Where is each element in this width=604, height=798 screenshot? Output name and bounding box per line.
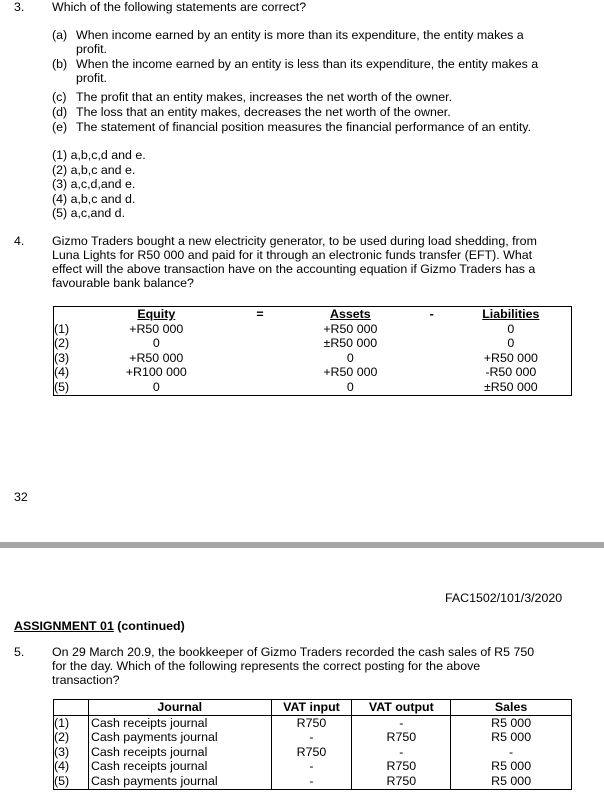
cell-sales: R5 000 xyxy=(451,715,572,730)
cell-equity: 0 xyxy=(80,380,232,395)
q4-line: favourable bank balance? xyxy=(52,276,194,290)
q3-question: Which of the following statements are correct? xyxy=(52,0,307,14)
header-sales: Sales xyxy=(451,700,572,716)
q3-option-5[interactable]: (5) a,c,and d. xyxy=(52,206,126,220)
table-row[interactable] xyxy=(54,322,572,337)
cell-journal: Cash payments journal xyxy=(88,730,271,745)
row-label: (4) xyxy=(54,759,89,774)
cell-journal: Cash payments journal xyxy=(88,774,271,789)
header-vat-input: VAT input xyxy=(271,700,352,716)
row-label: (3) xyxy=(54,351,81,366)
table-row[interactable] xyxy=(54,336,572,351)
cell-vat-input: - xyxy=(271,730,352,745)
q3-statement-text: profit. xyxy=(76,42,107,56)
cell-vat-input: R750 xyxy=(271,745,352,760)
document-code: FAC1502/101/3/2020 xyxy=(445,591,563,605)
q3-option-1[interactable]: (1) a,b,c,d and e. xyxy=(52,148,146,162)
row-label: (2) xyxy=(54,730,89,745)
table-header-row xyxy=(54,700,572,716)
header-minus: - xyxy=(413,307,451,322)
cell-vat-input: R750 xyxy=(271,715,352,730)
row-label: (5) xyxy=(54,774,89,789)
q3-statement-text: The loss that an entity makes, decreases the net worth of the owner. xyxy=(76,105,451,119)
cell-sales: - xyxy=(451,745,572,760)
page-break-divider xyxy=(0,542,604,548)
cell-equity: +R50 000 xyxy=(129,321,184,336)
cell-sales: R5 000 xyxy=(451,730,572,745)
table-row[interactable] xyxy=(54,365,572,380)
header-equals: = xyxy=(232,307,288,322)
cell-liabilities: ±R50 000 xyxy=(451,380,572,395)
q3-statement-label: (d) xyxy=(52,105,68,119)
q3-option-3[interactable]: (3) a,c,d,and e. xyxy=(52,177,136,191)
cell-journal: Cash receipts journal xyxy=(88,759,271,774)
cell-vat-output: - xyxy=(352,745,451,760)
row-label: (3) xyxy=(54,745,89,760)
q3-statement-label: (e) xyxy=(52,120,68,134)
cell-vat-input: - xyxy=(271,759,352,774)
header-journal: Journal xyxy=(88,700,271,716)
cell-sales: R5 000 xyxy=(451,774,572,789)
cell-journal: Cash receipts journal xyxy=(88,745,271,760)
table-row[interactable] xyxy=(54,774,572,789)
cell-assets: ±R50 000 xyxy=(323,336,378,351)
assignment-title: ASSIGNMENT 01 xyxy=(14,619,114,633)
q5-posting-table xyxy=(53,699,572,790)
row-label: (4) xyxy=(54,365,81,380)
cell-assets: +R50 000 xyxy=(323,365,378,380)
q3-statement-label: (c) xyxy=(52,90,67,104)
row-label: (5) xyxy=(54,380,81,395)
q5-line: for the day. Which of the following represents the correct posting for the above xyxy=(52,659,481,673)
q3-number: 3. xyxy=(14,0,25,14)
cell-vat-input: - xyxy=(271,774,352,789)
cell-sales: R5 000 xyxy=(451,759,572,774)
cell-liabilities: -R50 000 xyxy=(451,365,572,380)
cell-assets: 0 xyxy=(288,380,413,395)
row-label: (1) xyxy=(54,322,81,337)
assignment-heading xyxy=(14,619,185,633)
q5-line: On 29 March 20.9, the bookkeeper of Gizmo Traders recorded the cash sales of R5 750 xyxy=(52,645,535,659)
cell-liabilities: 0 xyxy=(451,322,572,337)
q4-line: Gizmo Traders bought a new electricity generator, to be used during load shedding, from xyxy=(52,234,537,248)
q3-statement-text: profit. xyxy=(76,71,107,85)
table-row[interactable] xyxy=(54,745,572,760)
q3-option-4[interactable]: (4) a,b,c and d. xyxy=(52,192,136,206)
page-number: 32 xyxy=(14,490,28,504)
q3-statement-text: When income earned by an entity is more than its expenditure, the entity makes a xyxy=(76,28,524,42)
q4-line: effect will the above transaction have on the accounting equation if Gizmo Traders has a xyxy=(52,262,536,276)
cell-vat-output: R750 xyxy=(352,730,451,745)
q3-statement-label: (b) xyxy=(52,57,68,71)
table-row[interactable] xyxy=(54,351,572,366)
table-row[interactable] xyxy=(54,715,572,730)
q5-line: transaction? xyxy=(52,673,120,687)
cell-journal: Cash receipts journal xyxy=(88,715,271,730)
assignment-suffix: (continued) xyxy=(113,619,185,633)
cell-liabilities: +R50 000 xyxy=(451,351,572,366)
q5-number: 5. xyxy=(14,645,25,659)
q3-statement-text: When the income earned by an entity is less than its expenditure, the entity makes a xyxy=(76,57,539,71)
header-vat-output: VAT output xyxy=(352,700,451,716)
table-header-row xyxy=(54,307,572,322)
q4-equation-table xyxy=(53,306,572,396)
q4-line: Luna Lights for R50 000 and paid for it through an electronic funds transfer (EFT). What xyxy=(52,248,533,262)
table-row[interactable] xyxy=(54,759,572,774)
cell-vat-output: R750 xyxy=(352,759,451,774)
q3-statement-text: The statement of financial position measures the financial performance of an entity. xyxy=(76,120,532,134)
row-label: (1) xyxy=(54,715,89,730)
cell-assets: +R50 000 xyxy=(323,321,378,336)
cell-equity: +R50 000 xyxy=(129,350,184,365)
row-label: (2) xyxy=(54,336,81,351)
cell-vat-output: R750 xyxy=(352,774,451,789)
q4-number: 4. xyxy=(14,234,25,248)
cell-assets: 0 xyxy=(346,350,354,365)
header-equity: Equity xyxy=(80,307,232,322)
header-liabilities: Liabilities xyxy=(451,307,572,322)
cell-liabilities: 0 xyxy=(451,336,572,351)
header-assets: Assets xyxy=(288,307,413,322)
table-row[interactable] xyxy=(54,730,572,745)
cell-vat-output: - xyxy=(352,715,451,730)
cell-equity: 0 xyxy=(152,336,160,351)
table-row[interactable] xyxy=(54,380,572,395)
q3-statement-text: The profit that an entity makes, increases the net worth of the owner. xyxy=(76,90,453,104)
q3-option-2[interactable]: (2) a,b,c and e. xyxy=(52,163,136,177)
cell-equity: +R100 000 xyxy=(125,365,187,380)
q3-statement-label: (a) xyxy=(52,28,68,42)
